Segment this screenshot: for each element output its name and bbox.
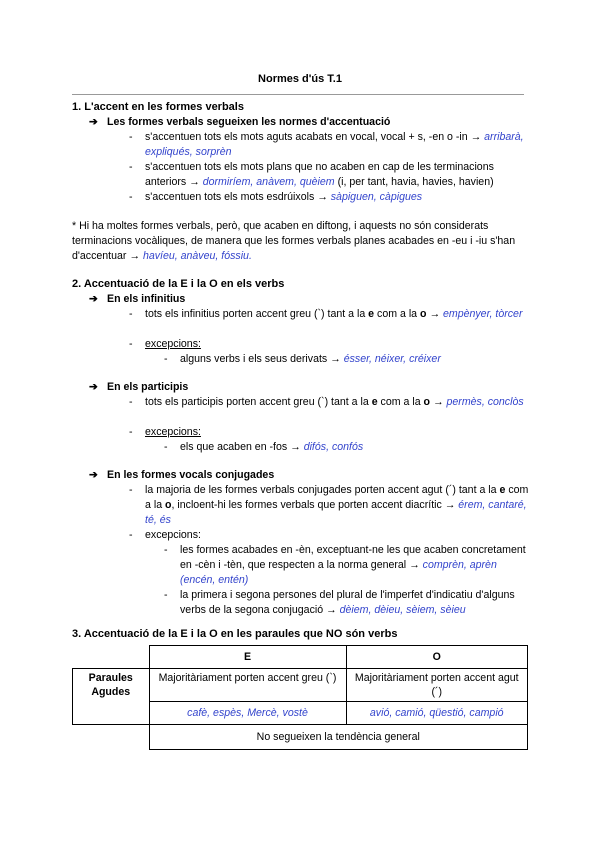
section-1-subheading-text: Les formes verbals segueixen les normes d'accentuació bbox=[107, 116, 391, 128]
example-text: permès, conclòs bbox=[446, 396, 524, 408]
dash-bullet: - bbox=[129, 396, 133, 408]
dash-bullet: - bbox=[129, 131, 133, 143]
example-text: dormiríem, anàvem, quèiem bbox=[202, 176, 335, 188]
e-rule-cell: Majoritàriament porten accent greu (`) bbox=[149, 669, 346, 702]
participis-subheading bbox=[89, 380, 529, 395]
column-header-e: E bbox=[149, 646, 346, 669]
arrow-icon: ➔ bbox=[89, 469, 98, 481]
letter-o: o bbox=[423, 396, 431, 408]
item-text: s'accentuen tots els mots plans que no acaben en cap de les terminacions anteriors → bbox=[145, 161, 494, 188]
letter-e: e bbox=[499, 484, 506, 496]
footnote-text: * Hi ha moltes formes verbals, però, que acaben en diftong, i aquests no són considerats terminacions vocàliques, de manera que les formes verbals planes acabades en -eu i -iu s'han d'accentuar → bbox=[72, 220, 516, 262]
column-header-o: O bbox=[346, 646, 528, 669]
dash-bullet: - bbox=[129, 484, 133, 496]
letter-o: o bbox=[420, 308, 427, 320]
o-examples-cell: avió, camió, qüestió, campió bbox=[346, 702, 528, 725]
dash-bullet: - bbox=[129, 529, 133, 541]
item-text: → bbox=[430, 396, 447, 408]
arrow-icon: ➔ bbox=[89, 381, 98, 393]
dash-bullet: - bbox=[129, 161, 133, 173]
example-text: arribarà, expliqués, sorprèn bbox=[145, 131, 524, 158]
section-1-subheading bbox=[89, 115, 529, 130]
letter-e: e bbox=[368, 308, 375, 320]
infinitius-subheading bbox=[89, 292, 529, 307]
item-text: la majoria de les formes verbals conjugades porten accent agut (´) tant a la bbox=[145, 484, 500, 496]
dash-bullet: - bbox=[164, 589, 168, 601]
letter-e: e bbox=[371, 396, 378, 408]
example-text: ésser, néixer, créixer bbox=[343, 353, 441, 365]
dash-bullet: - bbox=[164, 544, 168, 556]
exceptions-label: excepcions: bbox=[145, 529, 201, 541]
item-text: tots els infinitius porten accent greu (`) tant a la bbox=[145, 308, 369, 320]
conjugades-subheading bbox=[89, 468, 529, 483]
infinitius-subheading-text: En els infinitius bbox=[107, 293, 186, 305]
participis-subheading-text: En els participis bbox=[107, 381, 189, 393]
dash-bullet: - bbox=[164, 441, 168, 453]
item-text: , incloent-hi les formes verbals que porten accent diacrític → bbox=[171, 499, 456, 511]
dash-bullet: - bbox=[129, 338, 133, 350]
item-text: les formes acabades en -èn, exceptuant-ne les que acaben concretament en -cèn i -tèn, que respecten a la norma general → bbox=[180, 544, 526, 571]
item-text: alguns verbs i els seus derivats → bbox=[180, 353, 341, 365]
item-text: com a la bbox=[145, 484, 529, 511]
footnote bbox=[72, 219, 532, 264]
example-text: empènyer, tòrcer bbox=[442, 308, 523, 320]
e-examples-cell: cafè, espès, Mercè, vostè bbox=[149, 702, 346, 725]
item-text: com a la bbox=[377, 396, 424, 408]
example-text: comprèn, aprèn (encén, entén) bbox=[180, 559, 497, 586]
item-text: com a la bbox=[374, 308, 421, 320]
table-corner-cell bbox=[73, 646, 150, 669]
page-title: Normes d'ús T.1 bbox=[258, 73, 342, 85]
item-text: tots els participis porten accent greu (`) tant a la bbox=[145, 396, 372, 408]
section-1-heading: 1. L'accent en les formes verbals bbox=[72, 101, 244, 113]
footer-cell: No segueixen la tendència general bbox=[149, 725, 528, 750]
exceptions-label: excepcions: bbox=[145, 426, 201, 438]
dash-bullet: - bbox=[129, 308, 133, 320]
item-text: → bbox=[426, 308, 443, 320]
o-rule-cell: Majoritàriament porten accent agut (´) bbox=[346, 669, 528, 702]
item-text: la primera i segona persones del plural de l'imperfet d'indicatiu d'alguns verbs de la segona conjugació → bbox=[180, 589, 515, 616]
example-text: havíeu, anàveu, fóssiu. bbox=[142, 250, 252, 262]
example-text: dèiem, dèieu, sèiem, sèieu bbox=[339, 604, 466, 616]
section-3-heading: 3. Accentuació de la E i la O en les paraules que NO són verbs bbox=[72, 628, 398, 640]
arrow-icon: ➔ bbox=[89, 116, 98, 128]
arrow-icon: ➔ bbox=[89, 293, 98, 305]
row-header-agudes: Paraules Agudes bbox=[73, 669, 150, 725]
section-2-heading: 2. Accentuació de la E i la O en els verbs bbox=[72, 278, 285, 290]
item-text: els que acaben en -fos → bbox=[180, 441, 301, 453]
item-text: s'accentuen tots els mots aguts acabats en vocal, vocal + s, -en o -in → bbox=[145, 131, 482, 143]
letter-o: o bbox=[165, 499, 172, 511]
dash-bullet: - bbox=[164, 353, 168, 365]
exceptions-label: excepcions: bbox=[145, 338, 201, 350]
item-tail: (i, per tant, havia, havies, havien) bbox=[337, 176, 494, 188]
example-text: difós, confós bbox=[303, 441, 364, 453]
item-text: s'accentuen tots els mots esdrúixols → bbox=[145, 191, 328, 203]
dash-bullet: - bbox=[129, 191, 133, 203]
example-text: érem, cantaré, té, és bbox=[145, 499, 527, 526]
title-divider bbox=[72, 94, 524, 95]
example-text: sàpiguen, càpigues bbox=[330, 191, 423, 203]
conjugades-subheading-text: En les formes vocals conjugades bbox=[107, 469, 275, 481]
accent-table bbox=[72, 645, 528, 750]
dash-bullet: - bbox=[129, 426, 133, 438]
table-empty-cell bbox=[73, 725, 150, 750]
